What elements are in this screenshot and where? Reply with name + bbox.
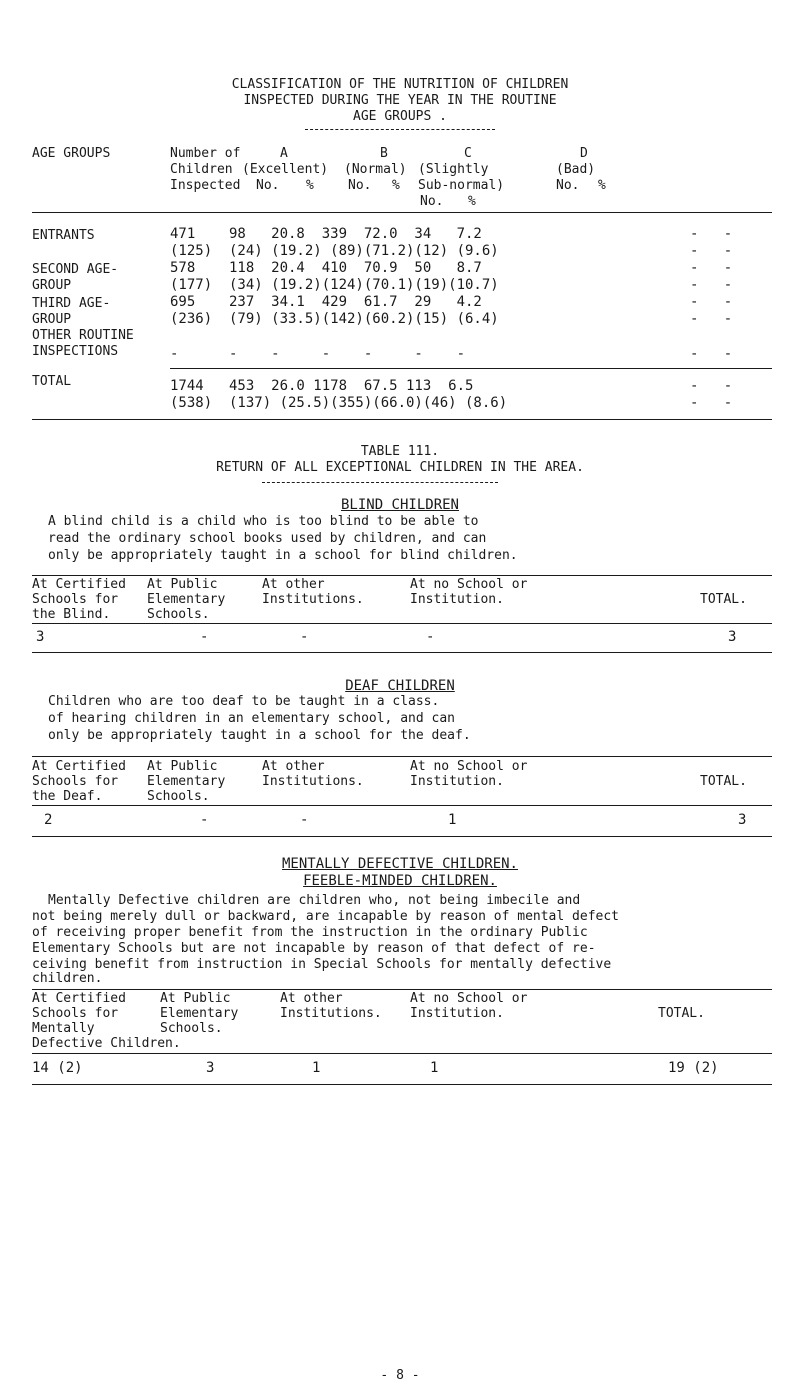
blind-value-other: - — [300, 629, 309, 645]
mental-bottom-rule — [32, 1084, 772, 1085]
deaf-col1-l1: At Certified — [32, 759, 126, 774]
mental-para-1: Mentally Defective children are children who, not being imbecile and — [48, 893, 581, 908]
deaf-value-no-school: 1 — [448, 812, 457, 828]
blind-para-2: read the ordinary school books used by children, and can — [48, 531, 487, 546]
row-values-second-age: 578 118 20.4 410 70.9 50 8.7 — [170, 260, 482, 276]
blind-para-1: A blind child is a child who is too blind to be able to — [48, 514, 479, 529]
deaf-value-other: - — [300, 812, 309, 828]
blind-col3-l2: Institutions. — [262, 592, 364, 607]
total-rule — [170, 368, 772, 369]
row-d-entrants: - - — [690, 226, 733, 242]
blind-heading: BLIND CHILDREN — [340, 497, 459, 513]
header-age-groups: AGE GROUPS — [32, 146, 111, 161]
header-grade-b-desc: (Normal) — [344, 162, 407, 177]
table111-divider — [262, 482, 498, 483]
row-d-total: - - — [690, 378, 733, 394]
row-values-third-age: 695 237 34.1 429 61.7 29 4.2 — [170, 294, 482, 310]
mental-heading: MENTALLY DEFECTIVE CHILDREN. — [281, 856, 518, 872]
deaf-col1-l3: the Deaf. — [32, 789, 103, 804]
blind-para-3: only be appropriately taught in a school for blind children. — [48, 548, 518, 563]
page-title-line3: AGE GROUPS . — [353, 109, 447, 124]
page-title-line1: CLASSIFICATION OF THE NUTRITION OF CHILDREN — [231, 77, 569, 92]
row-label-second-age-1: SECOND AGE- — [32, 262, 119, 277]
header-grade-a: A — [280, 146, 288, 161]
blind-value-certified: 3 — [36, 629, 45, 645]
header-rule — [32, 212, 772, 213]
header-grade-c-desc2: Sub-normal) — [418, 178, 505, 193]
row-label-third-age-1: THIRD AGE- — [32, 296, 111, 311]
mental-value-other: 1 — [312, 1060, 321, 1076]
deaf-value-public: - — [200, 812, 209, 828]
mental-col2-l2: Elementary — [160, 1006, 239, 1021]
header-pct-a: % — [306, 178, 314, 193]
header-pct-d: % — [598, 178, 606, 193]
header-grade-c-desc: (Slightly — [418, 162, 489, 177]
deaf-col2-l1: At Public — [147, 759, 218, 774]
row-d-second-age-bracket: - - — [690, 277, 733, 293]
mental-col2-l3: Schools. — [160, 1021, 223, 1036]
deaf-para-3: only be appropriately taught in a school for the deaf. — [48, 728, 471, 743]
page-title-line2: INSPECTED DURING THE YEAR IN THE ROUTINE — [243, 93, 557, 108]
deaf-para-2: of hearing children in an elementary school, and can — [48, 711, 455, 726]
blind-top-rule — [32, 575, 772, 576]
table111-title: TABLE 111. — [360, 444, 440, 459]
mental-col2-l1: At Public — [160, 991, 231, 1006]
header-children: Children — [170, 162, 233, 177]
blind-col2-l1: At Public — [147, 577, 218, 592]
row-d-total-bracket: - - — [690, 395, 733, 411]
row-values-entrants: 471 98 20.8 339 72.0 34 7.2 — [170, 226, 482, 242]
row-values-third-age-bracket: (236) (79) (33.5)(142)(60.2)(15) (6.4) — [170, 311, 499, 327]
blind-col1-l2: Schools for — [32, 592, 119, 607]
mental-subheading: FEEBLE-MINDED CHILDREN. — [303, 873, 497, 889]
blind-col2-l2: Elementary — [147, 592, 226, 607]
row-values-entrants-bracket: (125) (24) (19.2) (89)(71.2)(12) (9.6) — [170, 243, 499, 259]
mental-col1-l4: Defective Children. — [32, 1036, 181, 1051]
header-pct-c: % — [468, 194, 476, 209]
mental-para-6: children. — [32, 971, 103, 986]
header-number-of: Number of — [170, 146, 241, 161]
deaf-bottom-rule — [32, 836, 772, 837]
blind-value-no-school: - — [426, 629, 435, 645]
mental-col1-l2: Schools for — [32, 1006, 119, 1021]
mental-col1-l1: At Certified — [32, 991, 126, 1006]
deaf-para-1: Children who are too deaf to be taught in a class. — [48, 694, 440, 709]
row-label-third-age-2: GROUP — [32, 312, 72, 327]
mental-col5: TOTAL. — [658, 1006, 705, 1021]
blind-value-total: 3 — [728, 629, 737, 645]
row-d-entrants-bracket: - - — [690, 243, 733, 259]
deaf-top-rule — [32, 756, 772, 757]
header-grade-d: D — [580, 146, 588, 161]
table111-subtitle: RETURN OF ALL EXCEPTIONAL CHILDREN IN THE AREA. — [216, 460, 584, 475]
row-label-other-routine-2: INSPECTIONS — [32, 344, 119, 359]
deaf-mid-rule — [32, 805, 772, 806]
header-grade-c: C — [464, 146, 472, 161]
nutrition-bottom-rule — [32, 419, 772, 420]
row-label-total: TOTAL — [32, 374, 72, 389]
title-divider — [305, 129, 495, 130]
header-no-a: No. — [256, 178, 280, 193]
row-values-second-age-bracket: (177) (34) (19.2)(124)(70.1)(19)(10.7) — [170, 277, 499, 293]
mental-col4-l2: Institution. — [410, 1006, 504, 1021]
header-grade-a-desc: (Excellent) — [242, 162, 329, 177]
blind-col1-l3: the Blind. — [32, 607, 111, 622]
mental-value-total: 19 (2) — [668, 1060, 719, 1076]
blind-col3-l1: At other — [262, 577, 325, 592]
header-inspected: Inspected — [170, 178, 241, 193]
deaf-col4-l2: Institution. — [410, 774, 504, 789]
mental-value-certified: 14 (2) — [32, 1060, 83, 1076]
header-pct-b: % — [392, 178, 400, 193]
mental-col1-l3: Mentally — [32, 1021, 95, 1036]
deaf-col2-l2: Elementary — [147, 774, 226, 789]
mental-mid-rule — [32, 1053, 772, 1054]
mental-col4-l1: At no School or — [410, 991, 528, 1006]
blind-mid-rule — [32, 623, 772, 624]
header-grade-b: B — [380, 146, 388, 161]
mental-value-public: 3 — [206, 1060, 215, 1076]
deaf-col3-l2: Institutions. — [262, 774, 364, 789]
row-values-total: 1744 453 26.0 1178 67.5 113 6.5 — [170, 378, 474, 394]
row-label-second-age-2: GROUP — [32, 278, 72, 293]
mental-col3-l1: At other — [280, 991, 343, 1006]
row-d-third-age-bracket: - - — [690, 311, 733, 327]
row-d-other-routine: - - — [690, 346, 733, 362]
deaf-col3-l1: At other — [262, 759, 325, 774]
mental-para-4: Elementary Schools but are not incapable by reason of that defect of re- — [32, 941, 596, 956]
deaf-value-total: 3 — [738, 812, 747, 828]
deaf-value-certified: 2 — [44, 812, 53, 828]
blind-col4-l1: At no School or — [410, 577, 528, 592]
mental-para-3: of receiving proper benefit from the instruction in the ordinary Public — [32, 925, 588, 940]
header-grade-d-desc: (Bad) — [556, 162, 596, 177]
header-no-c: No. — [420, 194, 444, 209]
mental-para-5: ceiving benefit from instruction in Special Schools for mentally defective — [32, 957, 612, 972]
blind-col5: TOTAL. — [700, 592, 747, 607]
blind-col4-l2: Institution. — [410, 592, 504, 607]
deaf-heading: DEAF CHILDREN — [345, 678, 455, 694]
deaf-col2-l3: Schools. — [147, 789, 210, 804]
row-label-entrants: ENTRANTS — [32, 228, 95, 243]
blind-col1-l1: At Certified — [32, 577, 126, 592]
page-number: - 8 - — [380, 1368, 420, 1383]
mental-value-no-school: 1 — [430, 1060, 439, 1076]
row-label-other-routine-1: OTHER ROUTINE — [32, 328, 134, 343]
deaf-col5: TOTAL. — [700, 774, 747, 789]
mental-top-rule — [32, 989, 772, 990]
blind-value-public: - — [200, 629, 209, 645]
blind-bottom-rule — [32, 652, 772, 653]
deaf-col1-l2: Schools for — [32, 774, 119, 789]
blind-col2-l3: Schools. — [147, 607, 210, 622]
mental-para-2: not being merely dull or backward, are incapable by reason of mental defect — [32, 909, 619, 924]
deaf-col4-l1: At no School or — [410, 759, 528, 774]
row-values-other-routine: - - - - - - - — [170, 346, 466, 362]
row-d-third-age: - - — [690, 294, 733, 310]
row-d-second-age: - - — [690, 260, 733, 276]
header-no-d: No. — [556, 178, 580, 193]
row-values-total-bracket: (538) (137) (25.5)(355)(66.0)(46) (8.6) — [170, 395, 508, 411]
header-no-b: No. — [348, 178, 372, 193]
mental-col3-l2: Institutions. — [280, 1006, 382, 1021]
